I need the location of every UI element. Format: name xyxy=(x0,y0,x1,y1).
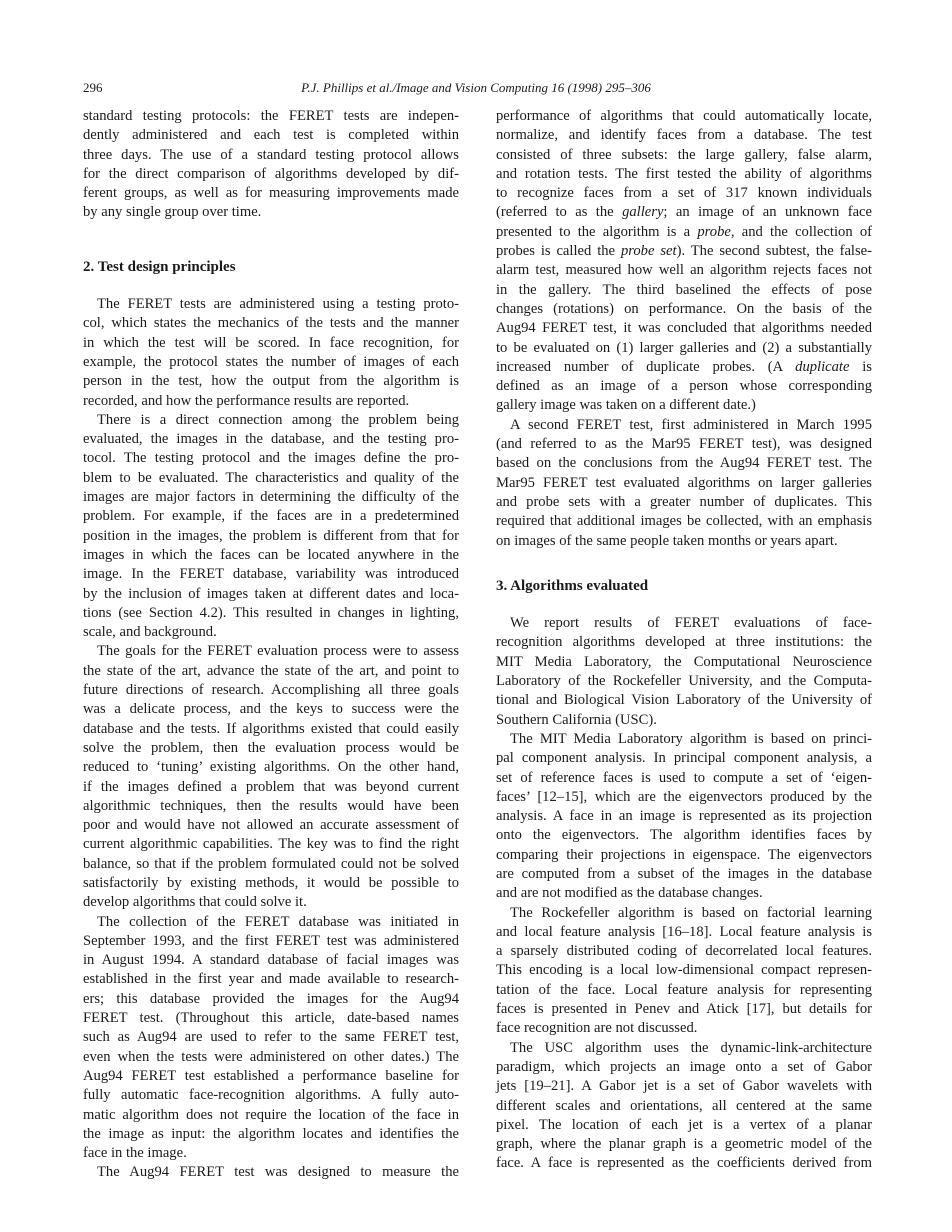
text-run: increased number of duplicate probes. (A xyxy=(496,358,796,375)
text-run: , and the collection of xyxy=(730,223,872,240)
text-line: standard testing protocols: the FERET tests are indepen- xyxy=(83,108,459,124)
text-line: established in the first year and made available to research- xyxy=(83,971,459,988)
text-run: (referred to as the xyxy=(496,204,623,221)
text-line: if the images defined a problem that was beyond current xyxy=(83,778,459,795)
text-line: based on the conclusions from the Aug94 FERET test. The xyxy=(496,455,872,472)
text-line: This encoding is a local low-dimensional compact represen- xyxy=(496,962,872,979)
paragraph xyxy=(83,642,459,912)
text-line: col, which states the mechanics of the tests and the manner xyxy=(83,315,459,332)
paragraph xyxy=(83,913,459,1164)
text-line: reduced to ‘tuning’ existing algorithms. On the other hand, xyxy=(83,759,459,776)
text-line: consisted of three subsets: the large gallery, false alarm, xyxy=(496,146,872,163)
text-line: and probe sets with a greater number of duplicates. This xyxy=(496,493,872,510)
text-line: the image as input: the algorithm locates and identifies the xyxy=(83,1125,459,1142)
paragraph xyxy=(496,416,872,551)
text-line: database and the tests. If algorithms existed that could easily xyxy=(83,720,459,737)
text-line xyxy=(496,223,872,242)
text-line: even when the tests were administered on other dates.) The xyxy=(83,1048,459,1065)
text-line: to recognize faces from a set of 317 known individuals xyxy=(496,185,872,202)
text-line: (and referred to as the Mar95 FERET test), was designed xyxy=(496,436,872,453)
text-line: images are major factors in determining the difficulty of the xyxy=(83,489,459,506)
paragraph xyxy=(83,411,459,643)
text-line: the state of the art, advance the state of the art, and point to xyxy=(83,662,459,679)
text-line: faces is presented in Penev and Atick [17], but details for xyxy=(496,1001,872,1018)
text-line: future directions of research. Accomplishing all three goals xyxy=(83,682,459,699)
text-run: probes is called the xyxy=(496,243,621,260)
text-line: set of reference faces is used to compute a set of ‘eigen- xyxy=(496,769,872,786)
italic-term: gallery xyxy=(622,204,664,221)
text-line: solve the problem, then the evaluation process would be xyxy=(83,739,459,756)
text-line: by the inclusion of images taken at different dates and loca- xyxy=(83,585,459,602)
paragraph xyxy=(496,1039,872,1174)
text-line: changes (rotations) on performance. On the basis of the xyxy=(496,300,872,317)
text-line: alarm test, measured how well an algorithm rejects faces not xyxy=(496,262,872,279)
italic-term: probe xyxy=(697,223,731,240)
text-line: ers; this database provided the images for the Aug94 xyxy=(83,990,459,1007)
text-line: example, the protocol states the number of images of each xyxy=(83,353,459,370)
text-line: was a delicate process, and the keys to success were the xyxy=(83,701,459,718)
text-line: paradigm, which projects an image onto a set of Gabor xyxy=(496,1058,872,1075)
italic-term: duplicate xyxy=(795,358,850,375)
text-line: MIT Media Laboratory, the Computational Neuroscience xyxy=(496,653,872,670)
text-line: in August 1994. A standard database of facial images was xyxy=(83,952,459,969)
text-line: required that additional images be collected, with an emphasis xyxy=(496,513,872,530)
text-line xyxy=(496,358,872,377)
text-line: such as Aug94 are used to refer to the same FERET test, xyxy=(83,1029,459,1046)
right-column xyxy=(496,107,872,1174)
text-line: defined as an image of a person whose corresponding xyxy=(496,378,872,395)
italic-term: probe set xyxy=(620,243,677,260)
text-line: Southern California (USC). xyxy=(496,711,657,728)
section-heading: 2. Test design principles xyxy=(83,258,236,275)
paragraph xyxy=(496,614,872,730)
text-line: satisfactorily by existing methods, it would be possible to xyxy=(83,874,459,891)
text-line: matic algorithm does not require the location of the face in xyxy=(83,1106,459,1123)
running-header: P.J. Phillips et al./Image and Vision Computing 16 (1998) 295–306 xyxy=(301,80,651,95)
text-line: performance of algorithms that could automatically locate, xyxy=(496,108,872,124)
text-line: face in the image. xyxy=(83,1145,187,1162)
text-line: The USC algorithm uses the dynamic-link-architecture xyxy=(510,1039,872,1056)
text-line: gallery image was taken on a different date.) xyxy=(496,397,756,414)
text-line xyxy=(496,203,872,222)
text-line: and are not modified as the database changes. xyxy=(496,885,763,902)
text-line: The Aug94 FERET test was designed to measure the xyxy=(97,1164,459,1181)
text-line: The goals for the FERET evaluation process were to assess xyxy=(97,643,459,660)
text-line: comparing their projections in eigenspace. The eigenvectors xyxy=(496,846,872,863)
text-line: three days. The use of a standard testing protocol allows xyxy=(83,146,459,163)
text-line: different scales and orientations, all centered at the same xyxy=(496,1097,872,1114)
text-line: person in the test, how the output from the algorithm is xyxy=(83,373,459,390)
text-line: on images of the same people taken months or years apart. xyxy=(496,532,838,549)
text-line: The Rockefeller algorithm is based on factorial learning xyxy=(510,904,872,921)
text-line: Aug94 FERET test established a performance baseline for xyxy=(83,1067,459,1084)
text-line: tional and Biological Vision Laboratory of the University of xyxy=(496,692,872,709)
text-line xyxy=(496,242,872,261)
text-line: fully automatic face-recognition algorithms. A fully auto- xyxy=(83,1087,459,1104)
text-line: and rotation tests. The first tested the ability of algorithms xyxy=(496,165,872,182)
text-line: Mar95 FERET test evaluated algorithms on larger galleries xyxy=(496,474,872,491)
text-line: for the direct comparison of algorithms developed by dif- xyxy=(83,165,459,182)
text-line: The FERET tests are administered using a testing proto- xyxy=(97,296,459,313)
paragraph xyxy=(496,904,872,1039)
paragraph xyxy=(83,1163,459,1182)
text-line: position in the images, the problem is different from that for xyxy=(83,527,459,544)
paragraph xyxy=(496,730,872,904)
text-line: faces’ [12–15], which are the eigenvectors produced by the xyxy=(496,788,872,805)
text-line: in which the test will be scored. In face recognition, for xyxy=(83,334,459,351)
text-line: face recognition are not discussed. xyxy=(496,1020,698,1037)
text-line: The collection of the FERET database was initiated in xyxy=(97,913,459,930)
text-line: A second FERET test, first administered in March 1995 xyxy=(510,416,872,433)
text-line: a sparsely distributed coding of decorrelated local features. xyxy=(496,943,872,960)
text-line: The MIT Media Laboratory algorithm is based on princi- xyxy=(510,730,872,747)
text-line: pal component analysis. In principal component analysis, a xyxy=(496,750,872,767)
text-line: develop algorithms that could solve it. xyxy=(83,894,307,911)
left-column xyxy=(83,107,459,1183)
text-run: ; an image of an unknown face xyxy=(663,204,873,221)
text-line: face. A face is represented as the coefficients derived from xyxy=(496,1155,872,1172)
text-line: graph, where the planar graph is a geometric model of the xyxy=(496,1136,872,1153)
text-line: poor and would have not allowed an accurate assessment of xyxy=(83,817,459,834)
text-run: ). The second subtest, the false- xyxy=(676,243,872,260)
text-line: evaluated, the images in the database, and the testing pro- xyxy=(83,431,459,448)
section-heading: 3. Algorithms evaluated xyxy=(496,577,649,594)
text-line: and local feature analysis [16–18]. Local feature analysis is xyxy=(496,923,872,940)
text-line: September 1993, and the first FERET test was administered xyxy=(83,932,459,949)
text-line: blem to be evaluated. The characteristics and quality of the xyxy=(83,469,459,486)
text-line: jets [19–21]. A Gabor jet is a set of Gabor wavelets with xyxy=(496,1078,872,1095)
text-line: recorded, and how the performance results are reported. xyxy=(83,392,410,409)
text-line: onto the eigenvectors. The algorithm identifies faces by xyxy=(496,827,872,844)
text-line: image. In the FERET database, variability was introduced xyxy=(83,566,459,583)
paragraph xyxy=(496,107,872,416)
text-line: images in which the faces can be located anywhere in the xyxy=(83,546,459,563)
text-line: FERET test. (Throughout this article, date-based names xyxy=(83,1010,459,1027)
text-line: in the gallery. The third baselined the effects of pose xyxy=(496,281,872,298)
text-line: to be evaluated on (1) larger galleries and (2) a substantially xyxy=(496,339,872,356)
text-line: analysis. A face in an image is represented as its projection xyxy=(496,808,872,825)
page-number: 296 xyxy=(83,80,103,95)
paragraph xyxy=(83,107,459,223)
text-line: recognition algorithms developed at three institutions: the xyxy=(496,634,872,651)
text-line: balance, so that if the problem formulated could not be solved xyxy=(83,855,459,872)
text-line: tation of the face. Local feature analysis for representing xyxy=(496,981,872,998)
paragraph xyxy=(83,295,459,411)
text-run: is xyxy=(849,358,872,375)
text-line: Aug94 FERET test, it was concluded that algorithms needed xyxy=(496,320,872,337)
text-line: problem. For example, if the faces are in a predetermined xyxy=(83,508,459,525)
text-line: There is a direct connection among the problem being xyxy=(97,411,459,428)
text-line: Laboratory of the Rockefeller University, and the Computa- xyxy=(496,673,872,690)
text-line: current algorithmic capabilities. The key was to find the right xyxy=(83,836,459,853)
text-line: normalize, and identify faces from a database. The test xyxy=(496,127,872,144)
text-line: ferent groups, as well as for measuring improvements made xyxy=(83,185,459,202)
text-line: tions (see Section 4.2). This resulted in changes in lighting, xyxy=(83,604,459,621)
text-line: tocol. The testing protocol and the images define the pro- xyxy=(83,450,459,467)
text-line: algorithmic techniques, then the results would have been xyxy=(83,797,459,814)
text-line: pixel. The location of each jet is a vertex of a planar xyxy=(496,1116,872,1133)
text-run: presented to the algorithm is a xyxy=(496,223,698,240)
text-line: dently administered and each test is completed within xyxy=(83,127,459,144)
text-line: scale, and background. xyxy=(83,624,217,641)
text-line: We report results of FERET evaluations of face- xyxy=(510,615,872,632)
text-line: by any single group over time. xyxy=(83,204,262,221)
text-line: are computed from a subset of the images in the database xyxy=(496,865,872,882)
